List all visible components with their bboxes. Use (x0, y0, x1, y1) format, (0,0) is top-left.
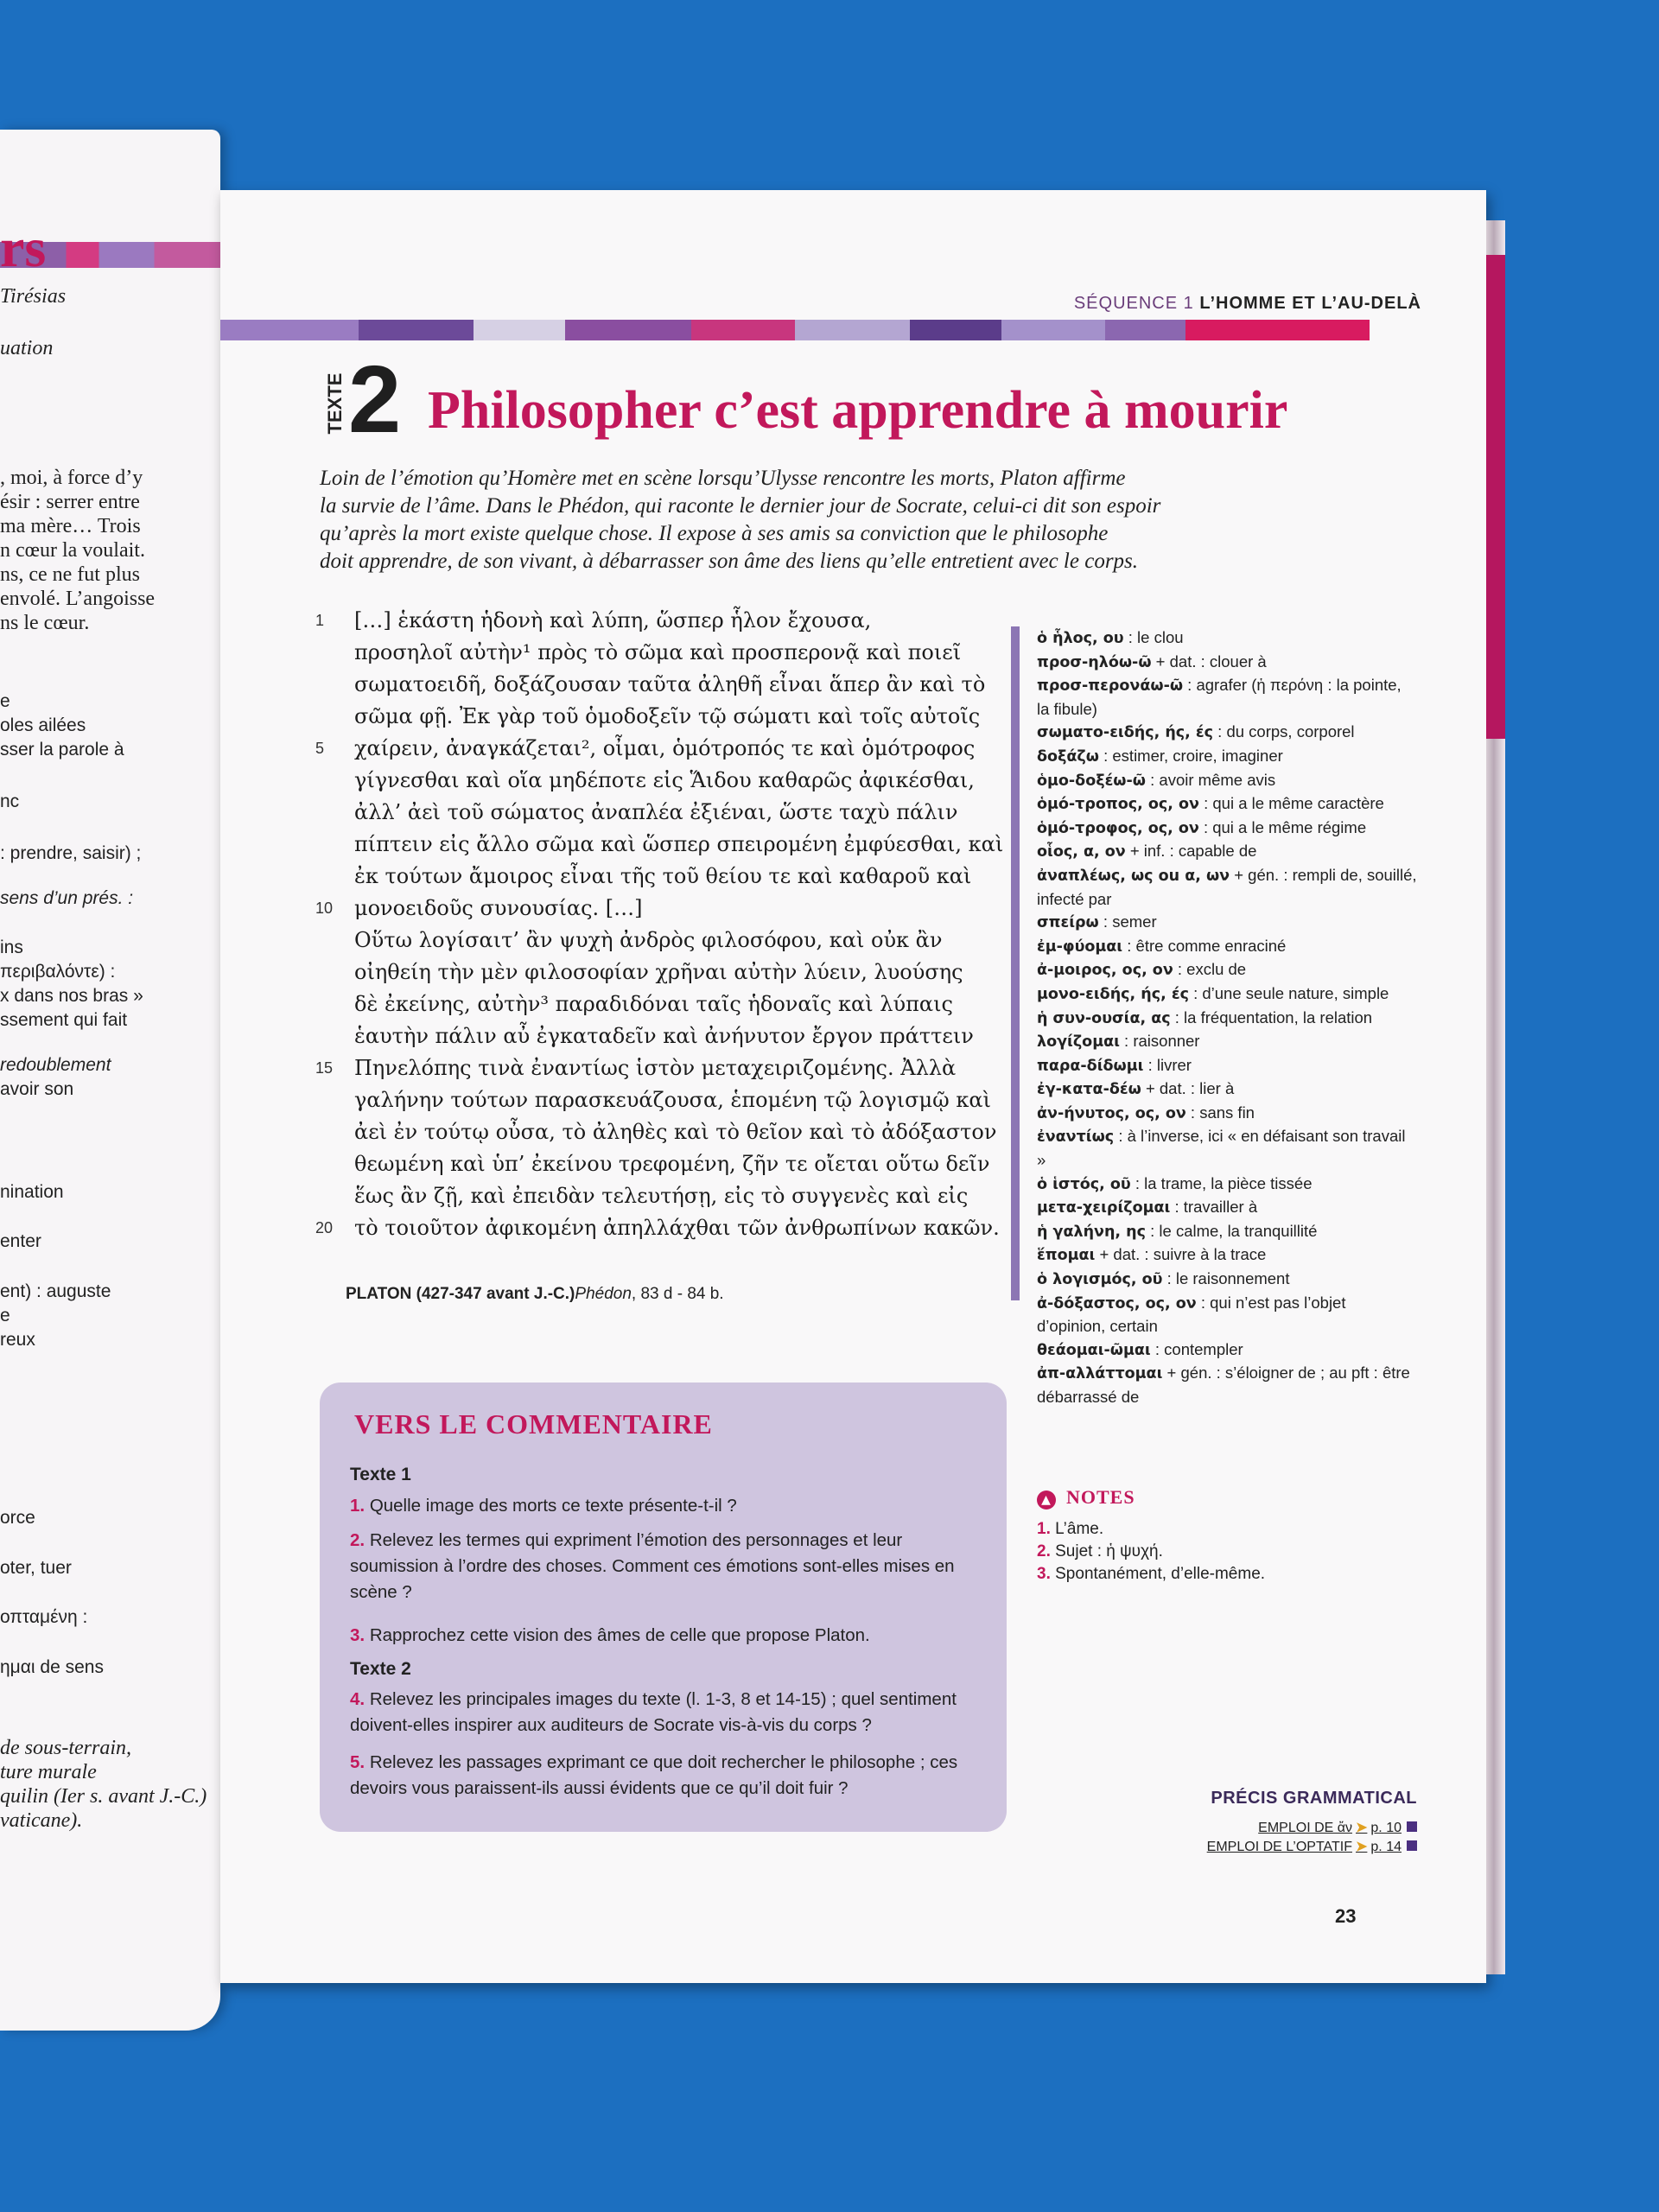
commentaire-box (320, 1382, 1007, 1832)
left-page-line: nination (0, 1182, 64, 1202)
left-page-line: e (0, 691, 10, 711)
precis-link[interactable]: EMPLOI DE ἄν ➤ p. 10 (1084, 1819, 1417, 1838)
vocab-term: δοξάζω (1037, 747, 1099, 766)
texte2-heading: Texte 2 (350, 1659, 411, 1679)
sequence-title: L’HOMME ET L’AU-DELÀ (1199, 294, 1421, 313)
vocab-definition: + dat. : suivre à la trace (1095, 1245, 1267, 1264)
left-page-line: vaticane). (0, 1809, 83, 1832)
left-page-line: περιβαλόντε) : (0, 962, 116, 982)
vocab-term: οἷος, α, ον (1037, 843, 1126, 861)
question: 2. Relevez les termes qui expriment l’émotion des personnages et leur soumission à l’ordre des choses. Comment ces émotions sont-elles mises en scène ? (350, 1530, 955, 1602)
vocab-definition: : agrafer (ἡ περόνη : la pointe, la fibule) (1037, 676, 1402, 718)
vocab-entry (1037, 864, 1417, 911)
greek-line-text: οἰηθείη τὴν μὲν φιλοσοφίαν χρῆναι αὐτὴν λύειν, λυούσης (354, 960, 963, 984)
vocab-definition: : avoir même avis (1146, 770, 1276, 789)
vocab-entry (1037, 1054, 1417, 1078)
vocab-definition: : travailler à (1170, 1198, 1258, 1217)
left-page-line: sser la parole à (0, 740, 124, 760)
greek-line-text: γαλήνην τούτων παρασκευάζουσα, ἑπομένη τῷ λογισμῷ καὶ (354, 1088, 991, 1112)
left-page-line: ent) : auguste (0, 1281, 111, 1301)
vocab-term: ἀ-δόξαστος, ος, ον (1037, 1294, 1197, 1313)
left-page-line: οπταμένη : (0, 1607, 88, 1627)
intro-line: Loin de l’émotion qu’Homère met en scène lorsqu’Ulysse rencontre les morts, Platon affirme (320, 467, 1126, 490)
vocab-definition: : qui a le même régime (1198, 817, 1367, 836)
precis-title: PRÉCIS GRAMMATICAL (1211, 1789, 1417, 1808)
warning-icon: ▲ (1037, 1491, 1056, 1510)
vocab-definition: + dat. : lier à (1141, 1079, 1235, 1098)
left-page-line: x dans nos bras » (0, 986, 143, 1006)
texte-number: 2 (348, 346, 402, 453)
greek-line-text: προσηλοῖ αὐτὴν¹ πρὸς τὸ σῶμα καὶ προσπερονᾷ καὶ ποιεῖ (354, 640, 962, 664)
vocab-entry (1037, 982, 1417, 1007)
vocab-term: ὁμό-τροπος, ος, ον (1037, 796, 1199, 814)
question: 1. Quelle image des morts ce texte présente-t-il ? (350, 1496, 737, 1516)
vocab-term: ὁ ἧλος, ου (1037, 630, 1124, 647)
vocabulary-list (1037, 626, 1417, 1409)
vocab-entry (1037, 651, 1417, 675)
vocab-definition: : exclu de (1173, 960, 1247, 979)
left-page-line: ture murale (0, 1761, 97, 1783)
left-page-line: uation (0, 337, 54, 359)
question: 5. Relevez les passages exprimant ce que doit rechercher le philosophe ; ces devoirs vous paraissent-ils aussi évidents que ce qu’il doit fuir ? (350, 1752, 958, 1798)
vocab-term: θεάομαι-ῶμαι (1037, 1341, 1151, 1359)
vocab-definition: : d’une seule nature, simple (1188, 983, 1389, 1002)
vocab-definition: : raisonner (1119, 1032, 1200, 1051)
intro-line: qu’après la mort existe quelque chose. Il expose à ses amis sa conviction que le philosophe (320, 522, 1109, 545)
vocab-term: ἀναπλέως, ως ou α, ων (1037, 867, 1230, 885)
left-page-line: n cœur la voulait. (0, 539, 145, 562)
page-number: 23 (1335, 1905, 1357, 1927)
vocab-term: σωματο-ειδής, ής, ές (1037, 724, 1214, 742)
vocab-term: προσ-ηλόω-ῶ (1037, 653, 1152, 671)
line-number: 20 (315, 1219, 334, 1236)
vocab-definition: : estimer, croire, imaginer (1098, 746, 1283, 765)
left-page-line: ns le cœur. (0, 612, 90, 634)
vocab-term: σπείρω (1037, 914, 1099, 932)
left-page-line: ns, ce ne fut plus (0, 563, 140, 586)
left-page-line: sens d’un prés. : (0, 888, 134, 908)
vocab-definition: : contempler (1150, 1339, 1243, 1358)
vocab-definition: + gén. : s’éloigner de ; au pft : être débarrassé de (1037, 1363, 1410, 1406)
greek-line-text: ἀεὶ ἐν τούτῳ οὖσα, τὸ ἀληθὲς καὶ τὸ θεῖον καὶ τὸ ἀδόξαστον (354, 1120, 997, 1144)
vocab-definition: + gén. : rempli de, souillé, infecté par (1037, 865, 1417, 908)
left-page-line: e (0, 1306, 10, 1325)
left-page-line: , moi, à force d’y (0, 467, 143, 489)
left-page-line: redoublement (0, 1055, 111, 1075)
vocab-definition: : sans fin (1185, 1103, 1255, 1122)
note-item: 2. Sujet : ἡ ψυχή. (1037, 1542, 1163, 1560)
vocab-term: ἀπ-αλλάττομαι (1037, 1365, 1163, 1383)
left-page-line: ημαι de sens (0, 1657, 104, 1677)
greek-line-text: ἀλλ’ ἀεὶ τοῦ σώματος ἀναπλέα ἐξιέναι, ὥστε ταχὺ πάλιν (354, 800, 958, 824)
vocab-term: ἐμ-φύομαι (1037, 938, 1123, 956)
greek-line-text: μονοειδοῦς συνουσίας. […] (354, 896, 643, 920)
left-page-line: ins (0, 938, 23, 957)
left-page-line: ésir : serrer entre (0, 491, 140, 513)
vocab-entry (1037, 911, 1417, 935)
vocab-definition: : qui n’est pas l’objet d’opinion, certain (1037, 1293, 1346, 1336)
left-page-line: orce (0, 1508, 35, 1528)
line-number: 1 (315, 612, 325, 629)
vocab-entry (1037, 1268, 1417, 1292)
notes-title: ▲ NOTES (1037, 1486, 1400, 1510)
vocab-entry (1037, 626, 1417, 651)
intro-paragraph (320, 465, 1426, 575)
vocab-term: ὁμο-δοξέω-ῶ (1037, 772, 1146, 790)
greek-line-text: χαίρειν, ἀναγκάζεται², οἶμαι, ὁμότροπός τε καὶ ὁμότροφος (354, 736, 976, 760)
vocab-term: ὁμό-τροφος, ος, ον (1037, 819, 1199, 837)
greek-line-text: ἑαυτὴν πάλιν αὖ ἐγκαταδεῖν καὶ ἀνήνυτον ἔργον πράττειν (354, 1024, 974, 1048)
greek-line-text: σῶμα φῇ. Ἐκ γὰρ τοῦ ὁμοδοξεῖν τῷ σώματι καὶ τοῖς αὐτοῖς (354, 704, 981, 728)
vocab-term: λογίζομαι (1037, 1033, 1120, 1052)
vocab-entry (1037, 817, 1417, 841)
vocab-entry (1037, 958, 1417, 982)
greek-line-text: πίπτειν εἰς ἄλλο σῶμα καὶ ὥσπερ σπειρομένη ἐμφύεσθαι, καὶ (354, 832, 1004, 856)
vocab-entry (1037, 1030, 1417, 1054)
vocab-definition: : la fréquentation, la relation (1170, 1007, 1373, 1027)
sequence-label: SÉQUENCE 1 (1073, 294, 1194, 313)
vocab-definition: : le calme, la tranquillité (1145, 1221, 1318, 1240)
vocab-entry (1037, 1125, 1417, 1172)
greek-line-text: Πηνελόπης τινὰ ἐναντίως ἱστὸν μεταχειριζομένης. Ἀλλὰ (354, 1056, 957, 1080)
vocab-entry (1037, 1102, 1417, 1126)
greek-line-text: θεωμένη καὶ ὑπ’ ἐκείνου τρεφομένη, ζῆν τε οἴεται οὕτω δεῖν (354, 1152, 990, 1176)
greek-line-text: τὸ τοιοῦτον ἀφικομένη ἀπηλλάχθαι τῶν ἀνθρωπίνων κακῶν. (354, 1216, 1000, 1240)
vocab-definition: : qui a le même caractère (1198, 794, 1384, 813)
vocab-divider (1011, 626, 1020, 1300)
vocab-entry (1037, 674, 1417, 721)
sequence-header (1074, 294, 1421, 314)
texte-label: TEXTE (324, 372, 346, 435)
intro-line: la survie de l’âme. Dans le Phédon, qui raconte le dernier jour de Socrate, celui-ci dit son espoir (320, 494, 1161, 518)
commentaire-title: VERS LE COMMENTAIRE (354, 1408, 713, 1440)
page-edge (1486, 220, 1505, 1974)
left-page-line: : prendre, saisir) ; (0, 843, 142, 863)
vocab-definition: : être comme enraciné (1122, 936, 1287, 955)
vocab-entry (1037, 1007, 1417, 1031)
vocab-definition: : à l’inverse, ici « en défaisant son travail » (1037, 1127, 1406, 1170)
vocab-entry (1037, 1362, 1417, 1408)
left-page-line: oter, tuer (0, 1558, 72, 1578)
vocab-entry (1037, 935, 1417, 959)
citation-work: Phédon (575, 1285, 632, 1303)
citation (346, 1285, 724, 1304)
vocab-term: μετα-χειρίζομαι (1037, 1199, 1171, 1217)
vocab-entry (1037, 1338, 1417, 1363)
question: 4. Relevez les principales images du texte (l. 1-3, 8 et 14-15) ; quel sentiment doivent-elles inspirer aux auditeurs de Socrate vis-à-vis du corps ? (350, 1689, 957, 1735)
right-page (220, 190, 1486, 1983)
vocab-entry (1037, 721, 1417, 745)
greek-line-text: […] ἑκάστη ἡδονὴ καὶ λύπη, ὥσπερ ἧλον ἔχουσα, (354, 608, 872, 632)
line-number: 5 (315, 740, 325, 757)
vocab-term: παρα-δίδωμι (1037, 1057, 1144, 1075)
precis-grammatical (1084, 1789, 1417, 1857)
vocab-term: προσ-περονάω-ῶ (1037, 677, 1184, 696)
vocab-entry (1037, 1220, 1417, 1244)
vocab-definition: : le clou (1123, 628, 1184, 646)
vocab-entry (1037, 1243, 1417, 1268)
note-item: 3. Spontanément, d’elle-même. (1037, 1565, 1266, 1583)
line-number: 15 (315, 1059, 334, 1077)
intro-line: doit apprendre, de son vivant, à débarrasser son âme des liens qu’elle entretient avec le corps. (320, 550, 1139, 573)
vocab-entry (1037, 1077, 1417, 1102)
vocab-term: ἀν-ήνυτος, ος, ον (1037, 1104, 1186, 1122)
vocab-definition: : livrer (1143, 1055, 1192, 1074)
left-page-line: reux (0, 1330, 35, 1350)
vocab-definition: : la trame, la pièce tissée (1130, 1173, 1313, 1192)
left-page-line: Tirésias (0, 285, 67, 308)
greek-line-text: δὲ ἐκείνης, αὐτὴν³ παραδιδόναι ταῖς ἡδοναῖς καὶ λύπαις (354, 992, 953, 1016)
left-page-line: nc (0, 791, 20, 811)
left-page-line: rs (0, 217, 47, 278)
left-page-line: enter (0, 1231, 41, 1251)
vocab-entry (1037, 1196, 1417, 1220)
vocab-entry (1037, 769, 1417, 793)
left-page-line: de sous-terrain, (0, 1737, 131, 1759)
vocab-entry (1037, 1292, 1417, 1338)
vocab-entry (1037, 1173, 1417, 1197)
header-decor-strip (220, 320, 1370, 340)
left-page-line: envolé. L’angoisse (0, 588, 156, 610)
left-page-line: ma mère… Trois (0, 515, 141, 537)
vocab-term: ὁ λογισμός, οῦ (1037, 1271, 1163, 1289)
greek-line-text: σωματοειδῆ, δοξάζουσαν ταῦτα ἀληθῆ εἶναι ἅπερ ἂν καὶ τὸ (354, 672, 986, 696)
vocab-term: ἐναντίως (1037, 1128, 1115, 1147)
greek-line-text: ἐκ τούτων ἄμοιρος εἶναι τῆς τοῦ θείου τε καὶ καθαροῦ καὶ (354, 864, 972, 888)
left-page-line: oles ailées (0, 715, 86, 735)
vocab-definition: + inf. : capable de (1125, 842, 1257, 861)
question: 3. Rapprochez cette vision des âmes de celle que propose Platon. (350, 1625, 870, 1645)
greek-line-text: γίγνεσθαι καὶ οἵα μηδέποτε εἰς Ἅιδου καθαρῶς ἀφικέσθαι, (354, 768, 975, 792)
vocab-term: ἡ συν-ουσία, ας (1037, 1009, 1171, 1027)
texte1-heading: Texte 1 (350, 1465, 411, 1484)
vocab-definition: + dat. : clouer à (1151, 652, 1267, 671)
precis-link[interactable]: EMPLOI DE L’OPTATIF ➤ p. 14 (1084, 1838, 1417, 1857)
left-page (0, 130, 220, 2031)
vocab-definition: : le raisonnement (1162, 1269, 1290, 1288)
vocab-entry (1037, 792, 1417, 817)
vocab-definition: : du corps, corporel (1213, 722, 1355, 741)
left-page-line: quilin (Ier s. avant J.-C.) (0, 1785, 207, 1808)
vocab-definition: : semer (1098, 912, 1157, 931)
vocab-entry (1037, 840, 1417, 864)
vocab-entry (1037, 745, 1417, 769)
vocab-term: μονο-ειδής, ής, ές (1037, 985, 1189, 1003)
greek-line-text: Οὕτω λογίσαιτ’ ἂν ψυχὴ ἀνδρὸς φιλοσόφου, καὶ οὐκ ἂν (354, 928, 943, 952)
note-item: 1. L’âme. (1037, 1520, 1104, 1538)
notes-box (1037, 1486, 1400, 1586)
citation-ref: , 83 d - 84 b. (631, 1285, 724, 1303)
vocab-term: ὁ ἱστός, οῦ (1037, 1175, 1131, 1193)
left-page-line: avoir son (0, 1079, 74, 1099)
vocab-term: ἀ-μοιρος, ος, ον (1037, 962, 1173, 980)
vocab-term: ἐγ-κατα-δέω (1037, 1081, 1141, 1099)
left-page-line: ssement qui fait (0, 1010, 128, 1030)
line-number: 10 (315, 899, 334, 917)
page-title: Philosopher c’est apprendre à mourir (428, 381, 1288, 440)
vocab-term: ἡ γαλήνη, ης (1037, 1223, 1146, 1241)
vocab-term: ἕπομαι (1037, 1247, 1096, 1265)
greek-line-text: ἕως ἂν ζῇ, καὶ ἐπειδὰν τελευτήσῃ, εἰς τὸ συγγενὲς καὶ εἰς (354, 1184, 969, 1208)
citation-author: PLATON (427-347 avant J.-C.) (346, 1285, 575, 1303)
